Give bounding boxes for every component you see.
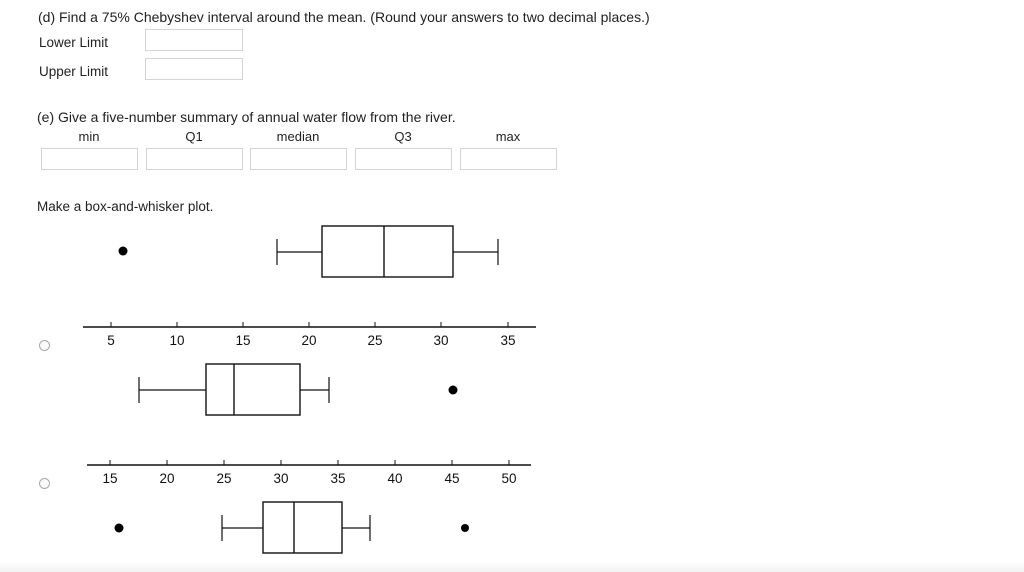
axis-2-tick-label: 40 (387, 471, 403, 486)
boxplot-3-outlier (115, 524, 124, 533)
boxplot-2-box (206, 364, 300, 415)
part-e-prompt: (e) Give a five-number summary of annual water flow from the river. (37, 109, 456, 125)
boxplot-2-group (139, 364, 458, 415)
boxplot-3-box (263, 502, 342, 553)
part-d-prompt: (d) Find a 75% Chebyshev interval around the mean. (Round your answers to two decimal places.) (38, 9, 650, 25)
axis-1-tick-label: 20 (301, 333, 317, 348)
upper-limit-label: Upper Limit (39, 64, 109, 79)
boxplot-2-outlier (449, 386, 458, 395)
header-median: median (276, 129, 320, 144)
header-q1: Q1 (185, 129, 203, 144)
axis-2-tick-label: 50 (501, 471, 517, 486)
boxplot-prompt: Make a box-and-whisker plot. (37, 199, 214, 214)
boxplot-1-outlier (119, 247, 128, 256)
lower-limit-label: Lower Limit (39, 35, 109, 50)
axis-2-tick-label: 45 (444, 471, 460, 486)
header-max: max (495, 129, 521, 144)
axis-2-tick-label: 35 (330, 471, 346, 486)
boxplot-3-group (115, 502, 470, 553)
bottom-edge (0, 562, 1024, 572)
axis-1-tick-label: 5 (107, 333, 115, 348)
axis-1-tick-label: 10 (169, 333, 185, 348)
axis-2-tick-label: 25 (216, 471, 232, 486)
boxplot-2-axis (87, 460, 531, 486)
axis-2-tick-label: 30 (273, 471, 289, 486)
axis-1-tick-label: 35 (500, 333, 516, 348)
axis-2-tick-label: 20 (159, 471, 175, 486)
boxplot-1-box (322, 226, 453, 277)
axis-1-tick-label: 30 (433, 333, 449, 348)
axis-2-tick-label: 15 (102, 471, 118, 486)
axis-1-tick-label: 25 (367, 333, 383, 348)
boxplot-3-outlier (461, 524, 469, 532)
boxplot-1-axis (83, 322, 536, 348)
header-q3: Q3 (394, 129, 412, 144)
axis-1-tick-label: 15 (235, 333, 251, 348)
boxplot-1-group (119, 226, 499, 277)
header-min: min (78, 129, 100, 144)
